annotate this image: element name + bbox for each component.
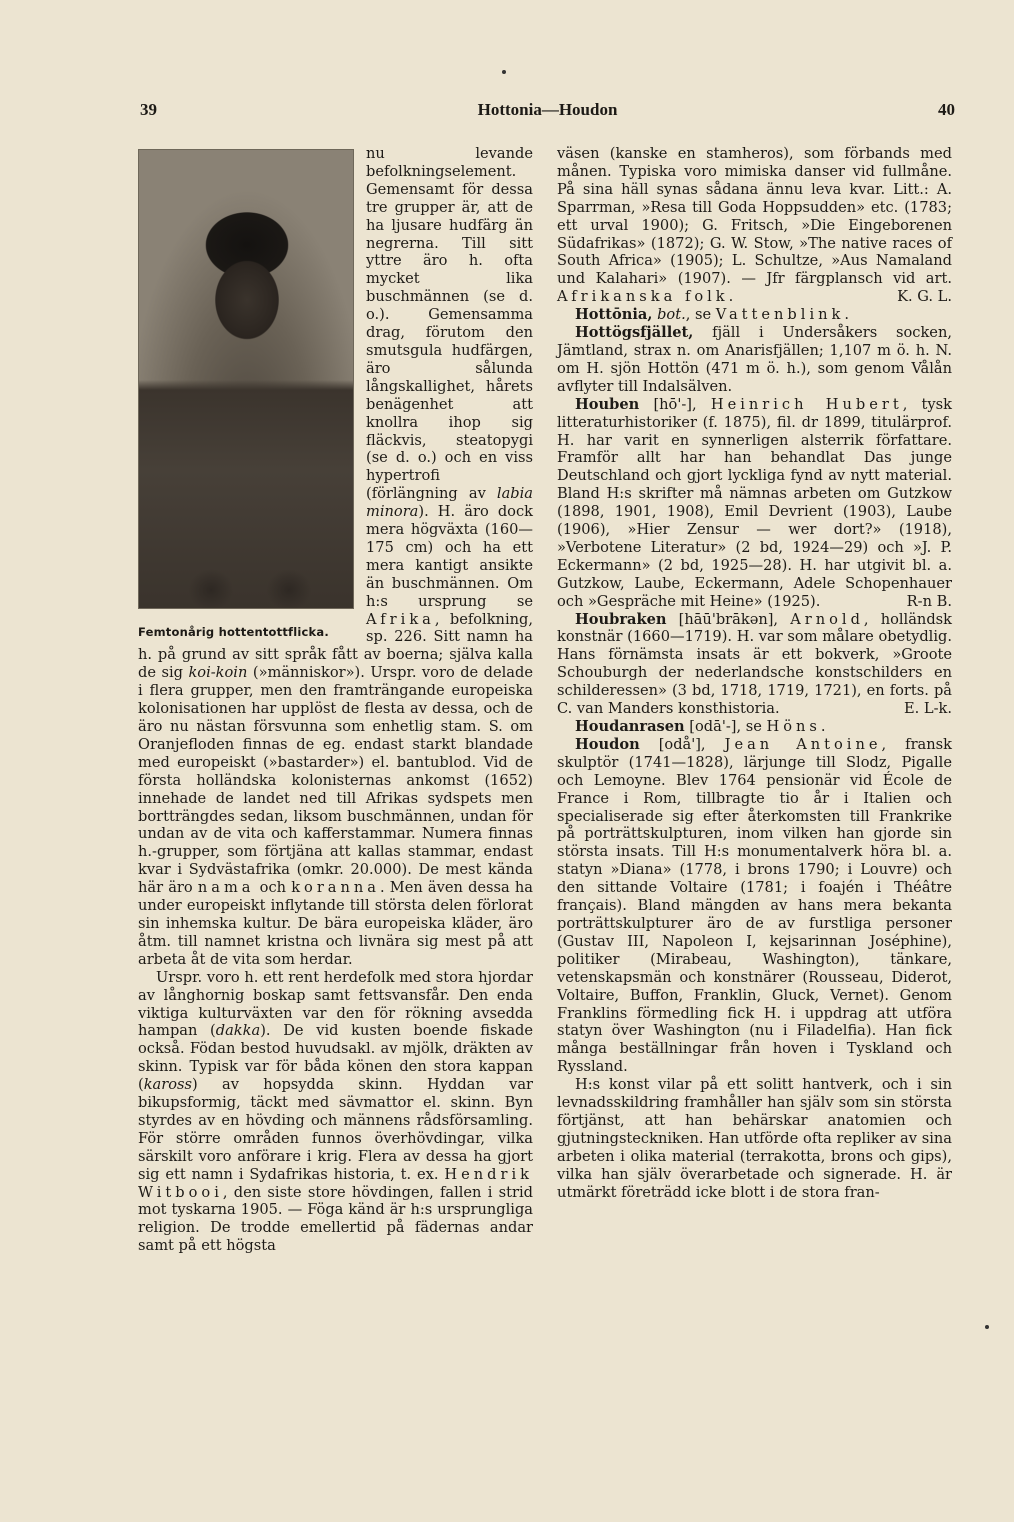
margin-dot xyxy=(502,70,506,74)
entry-houbraken: Houbraken [hāū'brākən], Arnold, holländsk konstnär (1660—1719). H. var som målare obetydlig. Hans förnämsta insats är ett bokverk, »Groote Schouburgh der nederlandsche konstschilders en schilderessen» (3 bd, 1718, 1719, 1721), en forts. på C. van Manders konsthistoria. E. L-k. xyxy=(557,610,952,718)
paragraph: nu levande befolkningselement. Gemensamt för dessa tre grupper är, att de ha ljusare hudfärg än negrerna. Till sitt yttre äro h. ofta mycket lika buschmännen (se d. o.). Gemensamma drag, förutom den smutsgula hudfärgen, äro sålunda långskallighet, hårets benägenhet att knollra ihop sig fläckvis, steatopygi (se d. o.) och en viss hypertrofi (förlängning av labia minora). H. äro dock mera högväxta (160—175 cm) och ha ett mera kantigt ansikte än buschmännen. Om h:s ursprung se Afrika, befolkning, sp. 226. Sitt namn ha h. på grund av sitt språk fått av boerna; själva kalla de sig koi-koin (»människor»). Urspr. voro de delade i flera grupper, men den framträngande europeiska kolonisationen har upplöst de flesta av dessa, och de äro nu nästan försvunna som enhetlig stam. S. om Oranjefloden finnas de eg. endast starkt blandade med europeiskt (»bastarder») el. bantublod. Vid de första holländska kolonisternas ankomst (1652) innehade de landet ned till Afrikas sydspets men bortträngdes sedan, liksom buschmännen, undan för undan av de vita och kafferstammar. Numera finnas h.-grupper, som förtjäna att kallas stammar, endast kvar i Sydvästafrika (omkr. 20.000). De mest kända här äro nama och koranna. Men även dessa ha under europeiskt inflytande till största delen förlorat sin inhemska kultur. De bära europeiska kläder, äro åtm. till namnet kristna och livnära sig mest på att arbeta åt de vita som herdar. xyxy=(138,145,533,968)
signature: K. G. L. xyxy=(897,288,952,306)
figure xyxy=(138,149,354,645)
paragraph: väsen (kanske en stamheros), som förbands med månen. Typiska voro mimiska danser vid fullmåne. På sina häll synas sådana ännu leva kvar. Litt.: A. Sparrman, »Resa till Goda Hoppsudden» etc. (1783; ett urval 1900); G. Fritsch, »Die Eingeborenen Südafrikas» (1872); G. W. Stow, »The native races of South Africa» (1905); L. Schultze, »Aus Namaland und Kalahari» (1907). — Jfr färgplansch vid art. Afrikanska folk. K. G. L. xyxy=(557,145,952,306)
paragraph: Urspr. voro h. ett rent herdefolk med stora hjordar av långhornig boskap samt fettsvansfår. Den enda viktiga kulturväxten var den för rökning avsedda hampan (dakka). De vid kusten boende fiskade också. Födan bestod huvudsakl. av mjölk, dräkten av skinn. Typisk var för båda könen den stora kappan (kaross) av hopsydda skinn. Hyddan var bikupsformig, täckt med sävmattor el. skinn. Byn styrdes av en hövding och männens rådsförsamling. För större områden funnos överhövdingar, vilka särskilt voro anförare i krig. Flera av dessa ha gjort sig ett namn i Sydafrikas historia, t. ex. Hendrik Witbooi, den siste store hövdingen, fallen i strid mot tyskarna 1905. — Föga känd är h:s ursprungliga religion. De trodde emellertid på fädernas andar samt på ett högsta xyxy=(138,968,533,1255)
page-header xyxy=(140,100,955,124)
entry-hottonia: Hottōnia, bot., se Vattenblink. xyxy=(575,306,849,324)
signature: E. L-k. xyxy=(903,700,952,718)
running-title: Hottonia—Houdon xyxy=(477,100,618,119)
margin-dot xyxy=(985,1325,989,1329)
left-column xyxy=(138,145,533,1255)
right-column xyxy=(557,145,952,1201)
entry-houben: Houben [hō'-], Heinrich Hubert, tysk litteraturhistoriker (f. 1875), fil. dr 1899, titulärprof. H. har varit en synnerligen alsterrik författare. Framför allt har han behandlat Das junge Deutschland och gjort lyckliga fynd av nytt material. Bland H:s skrifter må nämnas arbeten om Gutzkow (1898, 1901, 1908), Emil Devrient (1903), Laube (1906), »Hier Zensur — wer dort?» (1918), »Verbotene Literatur» (2 bd, 1924—29) och »J. P. Eckermann» (2 bd, 1925—28). H. har utgivit bl. a. Gutzkow, Laube, Eckermann, Adele Schopenhauer och »Gespräche mit Heine» (1925). R-n B. xyxy=(557,395,952,610)
entry-houdanrasen: Houdanrasen [odā'-], se Höns. xyxy=(575,718,826,735)
page-number-left: 39 xyxy=(140,100,157,119)
figure-caption: Femtonårig hottentottflicka. xyxy=(138,625,329,639)
portrait-photo xyxy=(138,149,354,609)
entry-houdon: Houdon [odå'], Jean Antoine, fransk skulptör (1741—1828), lärjunge till Slodz, Pigalle och Lemoyne. Blev 1764 pensionär vid École de France i Rom, tillbragte tio år i Italien och specialiserade sig efter återkomsten till Frankrike på porträttskulpturen, inom vilken han gjorde sin största insats. Till H:s monumentalverk höra bl. a. statyn »Diana» (1778, i brons 1790; i Louvre) och den sittande Voltaire (1781; i foajén i Théâtre français). Bland mängden av hans mera bekanta porträttskulpturer äro de av furstliga personer (Gustav III, Napoleon I, kejsarinnan Joséphine), politiker (Mirabeau, Washington), tänkare, vetenskapsmän och konstnärer (Rousseau, Diderot, Voltaire, Buffon, Franklin, Gluck, Vernet). Genom Franklins förmedling fick H. i uppdrag att utföra statyn över Washington (nu i Filadelfia). Han fick många beställningar från hoven i Tyskland och Ryssland. xyxy=(557,735,952,1076)
entry-hottogsfjallet: Hottögsfjället, fjäll i Undersåkers socken, Jämtland, strax n. om Anarisfjällen; 1,107 m ö. h. N. om H. sjön Hottön (471 m ö. h.), som genom Vålån avflyter till Indalsälven. xyxy=(557,324,952,395)
paragraph: H:s konst vilar på ett solitt hantverk, och i sin levnadsskildring framhåller han själv som sin största förtjänst, att han behärskar anatomien och gjutningsteckniken. Han utförde ofta repliker av sina arbeten i olika material (terrakotta, brons och gips), vilka han själv överarbetade och signerade. H. är utmärkt företrädd icke blott i de stora fran- xyxy=(557,1076,952,1201)
signature: R-n B. xyxy=(906,592,952,610)
page-number-right: 40 xyxy=(938,100,955,119)
